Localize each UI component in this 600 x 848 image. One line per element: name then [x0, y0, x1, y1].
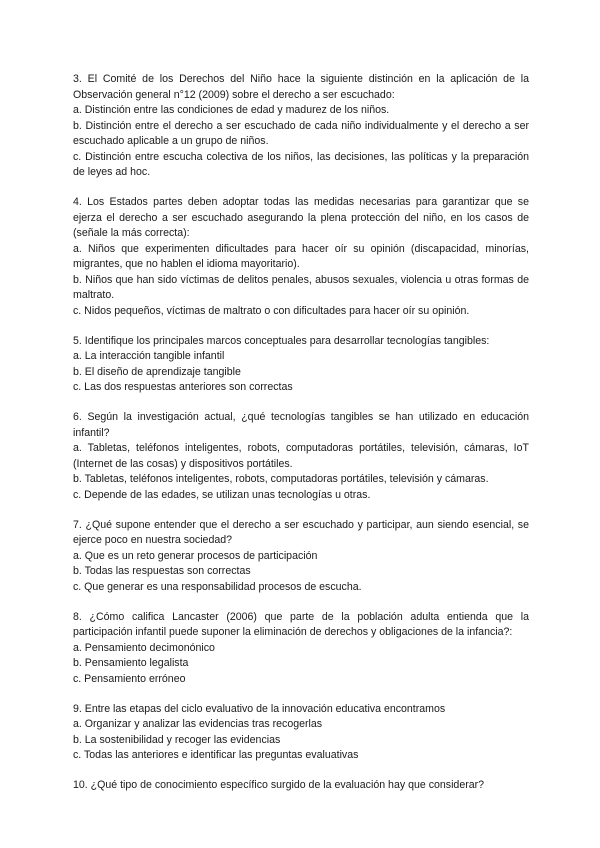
- question-4: [73, 195, 529, 319]
- question-10: [73, 778, 529, 794]
- option-a: a. La interacción tangible infantil: [73, 350, 225, 362]
- option-c: c. Depende de las edades, se utilizan unas tecnologías u otras.: [73, 488, 371, 501]
- question-text: 3. El Comité de los Derechos del Niño hace la siguiente distinción en la aplicación de la Observación general n°12 (2009) sobre el derecho a ser escuchado:: [73, 73, 529, 101]
- option-b: b. Todas las respuestas son correctas: [73, 565, 251, 577]
- option-a: a. Tabletas, teléfonos inteligentes, robots, computadoras portátiles, televisión, cámaras, IoT (Internet de las cosas) y dispositivos portátiles.: [73, 442, 529, 470]
- option-a: a. Niños que experimenten dificultades para hacer oír su opinión (discapacidad, minorías, migrantes, que no hablen el idioma mayoritario).: [73, 242, 529, 270]
- document-page: [73, 72, 529, 808]
- option-c: c. Pensamiento erróneo: [73, 672, 186, 685]
- question-text: 8. ¿Cómo califica Lancaster (2006) que parte de la población adulta entienda que la participación infantil puede suponer la eliminación de derechos y obligaciones de la infancia?:: [73, 610, 529, 638]
- option-b: b. La sostenibilidad y recoger las evidencias: [73, 733, 281, 746]
- option-c: c. Todas las anteriores e identificar las preguntas evaluativas: [73, 749, 359, 761]
- question-3: [73, 72, 529, 181]
- option-a: a. Organizar y analizar las evidencias tras recogerlas: [73, 718, 323, 730]
- question-6: [73, 410, 529, 503]
- option-a: a. Que es un reto generar procesos de participación: [73, 549, 318, 562]
- question-text: 4. Los Estados partes deben adoptar todas las medidas necesarias para garantizar que se ejerza el derecho a ser escuchado asegurando la plena protección del niño, en los casos de (señale la más correcta):: [73, 196, 529, 239]
- question-text: 10. ¿Qué tipo de conocimiento específico surgido de la evaluación hay que considerar?: [73, 779, 485, 791]
- question-8: [73, 610, 529, 688]
- option-b: b. Pensamiento legalista: [73, 657, 189, 669]
- option-b: b. El diseño de aprendizaje tangible: [73, 365, 241, 378]
- option-b: b. Tabletas, teléfonos inteligentes, robots, computadoras portátiles, televisión y cámaras.: [73, 473, 489, 485]
- option-b: b. Niños que han sido víctimas de delitos penales, abusos sexuales, violencia u otras formas de maltrato.: [73, 273, 529, 301]
- question-text: 7. ¿Qué supone entender que el derecho a ser escuchado y participar, aun siendo esencial, se ejerce poco en nuestra sociedad?: [73, 518, 529, 546]
- question-9: [73, 702, 529, 764]
- option-a: a. Pensamiento decimonónico: [73, 641, 215, 654]
- question-text: 6. Según la investigación actual, ¿qué tecnologías tangibles se han utilizado en educación infantil?: [73, 411, 529, 439]
- option-c: c. Nidos pequeños, víctimas de maltrato o con dificultades para hacer oír su opinión.: [73, 304, 470, 317]
- question-text: 9. Entre las etapas del ciclo evaluativo de la innovación educativa encontramos: [73, 702, 446, 715]
- question-text: 5. Identifique los principales marcos conceptuales para desarrollar tecnologías tangibles:: [73, 334, 490, 347]
- option-a: a. Distinción entre las condiciones de edad y madurez de los niños.: [73, 104, 390, 116]
- question-7: [73, 518, 529, 596]
- question-5: [73, 334, 529, 396]
- option-c: c. Que generar es una responsabilidad procesos de escucha.: [73, 580, 362, 593]
- option-b: b. Distinción entre el derecho a ser escuchado de cada niño individualmente y el derecho a ser escuchado aplicable a un grupo de niños.: [73, 119, 529, 147]
- option-c: c. Distinción entre escucha colectiva de los niños, las decisiones, las políticas y la preparación de leyes ad hoc.: [73, 150, 529, 178]
- option-c: c. Las dos respuestas anteriores son correctas: [73, 381, 293, 393]
